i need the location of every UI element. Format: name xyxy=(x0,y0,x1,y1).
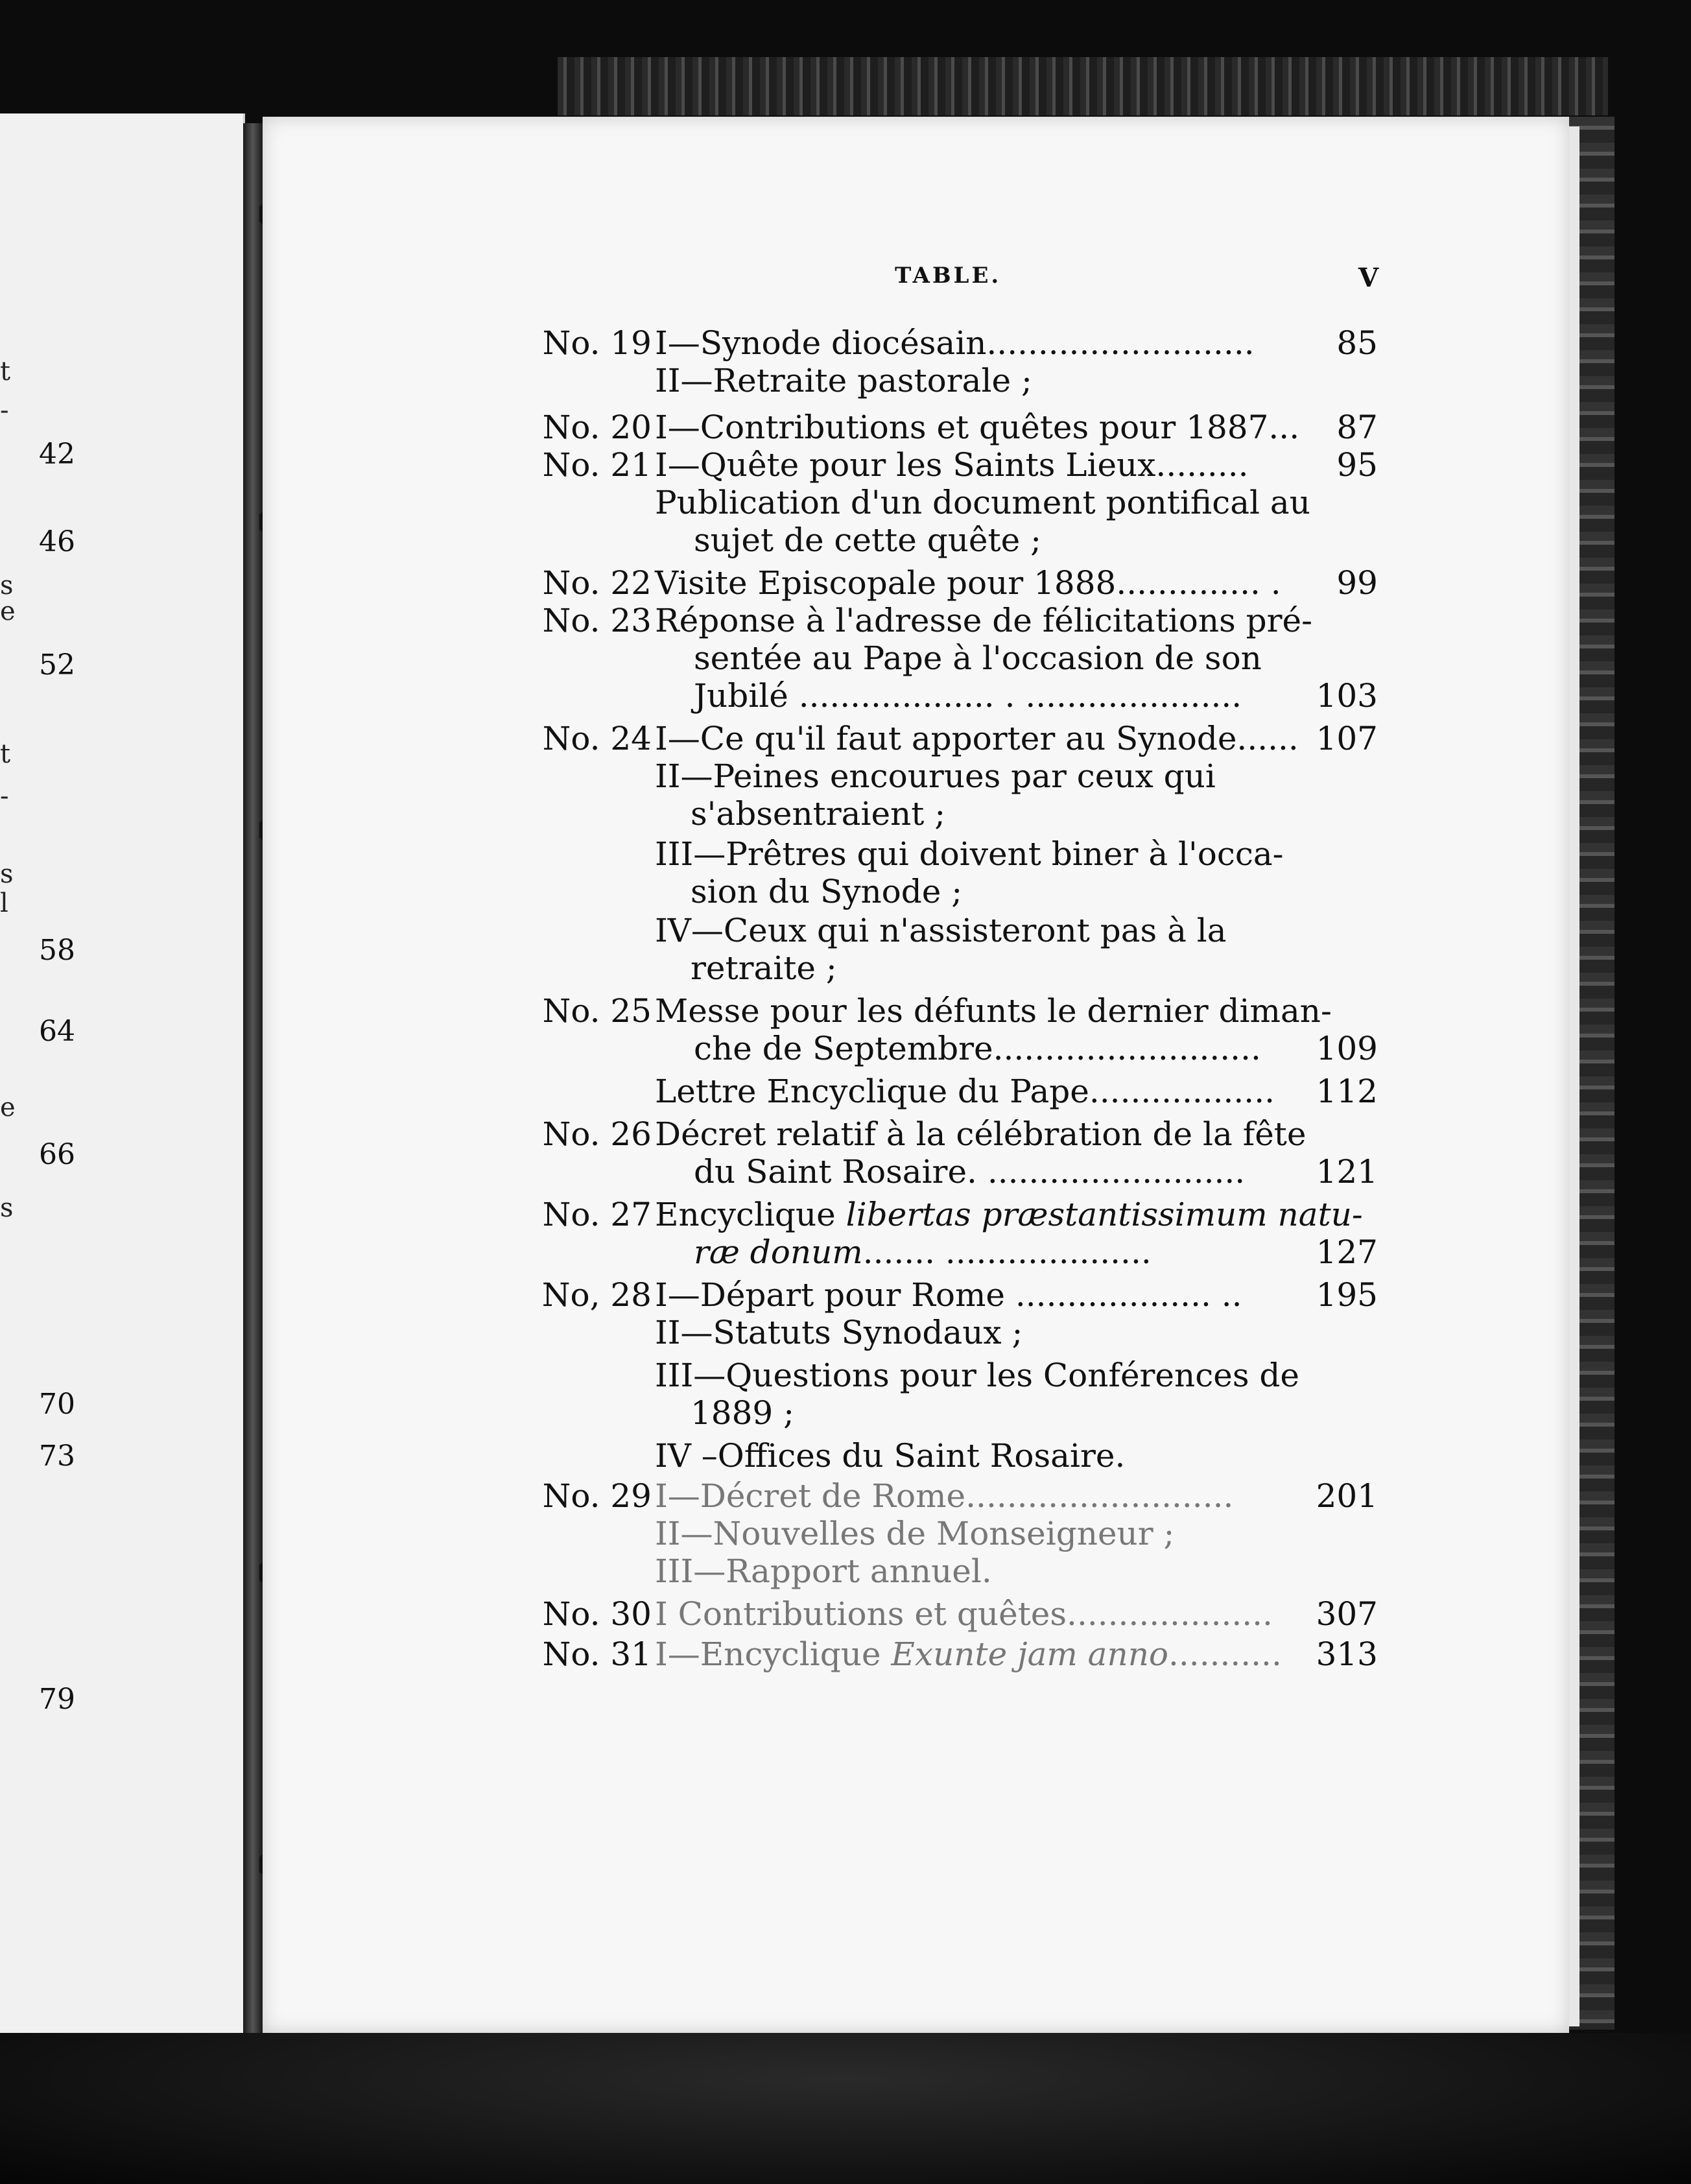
toc-entry-title xyxy=(655,720,1310,757)
toc-entry-text: III—Prêtres qui doivent biner à l'occa- xyxy=(655,835,1284,873)
toc-entry-title xyxy=(655,992,1332,1030)
left-page-fragment: e xyxy=(0,597,16,626)
toc-entry-page: 95 xyxy=(1336,446,1378,484)
toc-entry-text: sentée au Pape à l'occasion de son xyxy=(694,639,1262,677)
left-page-fragment: - xyxy=(0,396,9,425)
left-page-number: 79 xyxy=(39,1683,75,1716)
toc-entry-title xyxy=(655,1595,1310,1633)
toc-entry-text: I—Synode diocésain.......................... xyxy=(655,324,1255,362)
toc-entry-title xyxy=(691,795,1307,833)
toc-entry-page: 201 xyxy=(1316,1477,1378,1515)
toc-entry-number: No. 24 xyxy=(542,720,652,757)
toc-entry-page: 307 xyxy=(1316,1595,1378,1633)
toc-entry-title xyxy=(691,949,1307,987)
book-gutter xyxy=(243,123,263,2036)
toc-entry-text: retraite ; xyxy=(691,949,837,987)
toc-entry-title xyxy=(655,324,1310,362)
toc-entry-title xyxy=(655,564,1310,602)
toc-entry-page: 103 xyxy=(1316,677,1378,715)
toc-entry-text: Décret relatif à la célébration de la fête xyxy=(655,1115,1307,1153)
toc-entry-title xyxy=(694,639,1310,677)
toc-entry-text: Messe pour les défunts le dernier diman- xyxy=(655,992,1332,1030)
toc-entry-text: II—Nouvelles de Monseigneur ; xyxy=(655,1515,1175,1552)
toc-entry-title xyxy=(694,1153,1310,1191)
left-page-number: 52 xyxy=(39,648,75,682)
left-page-fragment: e xyxy=(0,1093,16,1122)
left-page xyxy=(0,113,245,2111)
toc-entry-text: III—Rapport annuel. xyxy=(655,1552,992,1590)
scan-background xyxy=(0,2033,1691,2184)
toc-entry-title xyxy=(655,1515,1310,1552)
toc-entry-leader: ....... .................... xyxy=(862,1233,1152,1271)
toc-entry-title xyxy=(655,1115,1310,1153)
toc-entry-leader: ........... xyxy=(1168,1635,1282,1673)
toc-entry-text: sion du Synode ; xyxy=(691,873,963,910)
toc-entry-page: 112 xyxy=(1316,1073,1378,1110)
toc-entry-number: No. 22 xyxy=(542,564,652,602)
left-page-number: 46 xyxy=(39,525,75,558)
toc-entry-text: III—Questions pour les Conférences de xyxy=(655,1357,1299,1394)
toc-entry-italic-text: Exunte jam anno xyxy=(891,1635,1169,1673)
toc-entry-number: No. 31 xyxy=(542,1635,652,1673)
left-page-number: 58 xyxy=(39,934,75,967)
page-header xyxy=(263,263,1569,302)
toc-entry-text: Lettre Encyclique du Pape.................. xyxy=(655,1073,1275,1110)
toc-entry-title xyxy=(655,1073,1310,1110)
toc-entry-title xyxy=(655,1635,1310,1673)
toc-entry-number: No. 30 xyxy=(542,1595,652,1633)
toc-entry-number: No. 20 xyxy=(542,409,652,446)
toc-entry-italic-text: libertas præstantissimum natu- xyxy=(845,1196,1363,1233)
toc-entry-text: Publication d'un document pontifical au xyxy=(655,484,1310,521)
left-page-fragment: s xyxy=(0,859,14,889)
left-page-number: 66 xyxy=(39,1138,75,1171)
toc-entry-title xyxy=(655,757,1310,795)
toc-entry-number: No. 23 xyxy=(542,602,652,639)
toc-entry-page: 107 xyxy=(1316,720,1378,757)
toc-entry-text: I—Ce qu'il faut apporter au Synode...... xyxy=(655,720,1299,757)
book-cover-top xyxy=(558,57,1608,115)
toc-entry-page: 85 xyxy=(1336,324,1378,362)
toc-entry-page: 109 xyxy=(1316,1030,1378,1067)
toc-entry-title xyxy=(694,677,1310,715)
toc-entry-number: No. 29 xyxy=(542,1477,652,1515)
toc-entry-title xyxy=(655,1276,1310,1314)
left-page-fragment: t xyxy=(0,739,11,769)
toc-entry-text: Jubilé ................... . ..................... xyxy=(694,677,1242,715)
toc-entry-number: No. 26 xyxy=(542,1115,652,1153)
toc-entry-title xyxy=(655,1314,1310,1351)
toc-entry-page: 127 xyxy=(1316,1233,1378,1271)
left-page-number: 42 xyxy=(39,438,75,471)
page-edge xyxy=(1569,126,1579,2026)
left-page-fragment: t xyxy=(0,357,11,386)
toc-entry-title xyxy=(694,521,1310,559)
page-title: TABLE. xyxy=(895,263,1002,289)
left-page-number: 70 xyxy=(39,1388,75,1421)
toc-entry-title xyxy=(694,1233,1310,1271)
toc-entry-text: I—Départ pour Rome ................... .. xyxy=(655,1276,1242,1314)
page-folio: V xyxy=(1358,263,1379,293)
right-page xyxy=(263,117,1569,2033)
toc-entry-title xyxy=(655,1437,1310,1475)
toc-entry-text: Encyclique xyxy=(655,1196,846,1233)
toc-entry-text: II—Statuts Synodaux ; xyxy=(655,1314,1023,1351)
toc-entry-text: du Saint Rosaire. ......................... xyxy=(694,1153,1246,1191)
toc-entry-title xyxy=(694,1030,1310,1067)
toc-entry-text: Réponse à l'adresse de félicitations pré- xyxy=(655,602,1313,639)
toc-entry-text: I Contributions et quêtes.................... xyxy=(655,1595,1273,1633)
toc-entry-number: No. 27 xyxy=(542,1196,652,1233)
toc-entry-title xyxy=(655,1357,1310,1394)
toc-entry-title xyxy=(655,484,1310,521)
toc-entry-text: sujet de cette quête ; xyxy=(694,521,1041,559)
toc-entry-title xyxy=(655,1552,1310,1590)
toc-entry-title xyxy=(655,1477,1310,1515)
toc-entry-text: II—Retraite pastorale ; xyxy=(655,362,1032,399)
left-page-fragment: s xyxy=(0,1193,14,1223)
toc-entry-text: I—Quête pour les Saints Lieux......... xyxy=(655,446,1249,484)
toc-entry-page: 121 xyxy=(1316,1153,1378,1191)
toc-entry-page: 99 xyxy=(1336,564,1378,602)
toc-entry-title xyxy=(655,912,1310,949)
toc-entry-title xyxy=(655,409,1310,446)
toc-entry-text: I—Contributions et quêtes pour 1887... xyxy=(655,409,1300,446)
toc-entry-text: Visite Episcopale pour 1888.............. . xyxy=(655,564,1281,602)
left-page-fragment: - xyxy=(0,781,9,811)
toc-entry-text: che de Septembre.......................... xyxy=(694,1030,1261,1067)
left-page-number: 73 xyxy=(39,1440,75,1473)
toc-entry-text: I—Décret de Rome.......................... xyxy=(655,1477,1234,1515)
toc-entry-title xyxy=(655,602,1313,639)
toc-entry-title xyxy=(655,835,1310,873)
toc-entry-number: No. 25 xyxy=(542,992,652,1030)
left-page-fragment: l xyxy=(0,888,8,918)
toc-entry-text: II—Peines encourues par ceux qui xyxy=(655,757,1216,795)
toc-entry-title xyxy=(691,873,1307,910)
left-page-number: 64 xyxy=(39,1015,75,1048)
toc-entry-text: I—Encyclique xyxy=(655,1635,892,1673)
toc-entry-page: 87 xyxy=(1336,409,1378,446)
toc-entry-text: 1889 ; xyxy=(691,1394,794,1432)
toc-entry-text: IV –Offices du Saint Rosaire. xyxy=(655,1437,1126,1475)
toc-entry-title xyxy=(655,362,1310,399)
toc-entry-number: No. 21 xyxy=(542,446,652,484)
toc-entry-title xyxy=(655,446,1310,484)
toc-entry-text: s'absentraient ; xyxy=(691,795,946,833)
toc-entry-title xyxy=(691,1394,1307,1432)
toc-entry-page: 195 xyxy=(1316,1276,1378,1314)
toc-entry-title xyxy=(655,1196,1363,1233)
left-page-fragment: s xyxy=(0,571,14,600)
toc-entry-italic-text: ræ donum xyxy=(694,1233,863,1271)
toc-entry-number: No. 19 xyxy=(542,324,652,362)
toc-entry-number: No, 28 xyxy=(541,1276,652,1314)
toc-entry-text: IV—Ceux qui n'assisteront pas à la xyxy=(655,912,1227,949)
toc-entry-page: 313 xyxy=(1316,1635,1378,1673)
